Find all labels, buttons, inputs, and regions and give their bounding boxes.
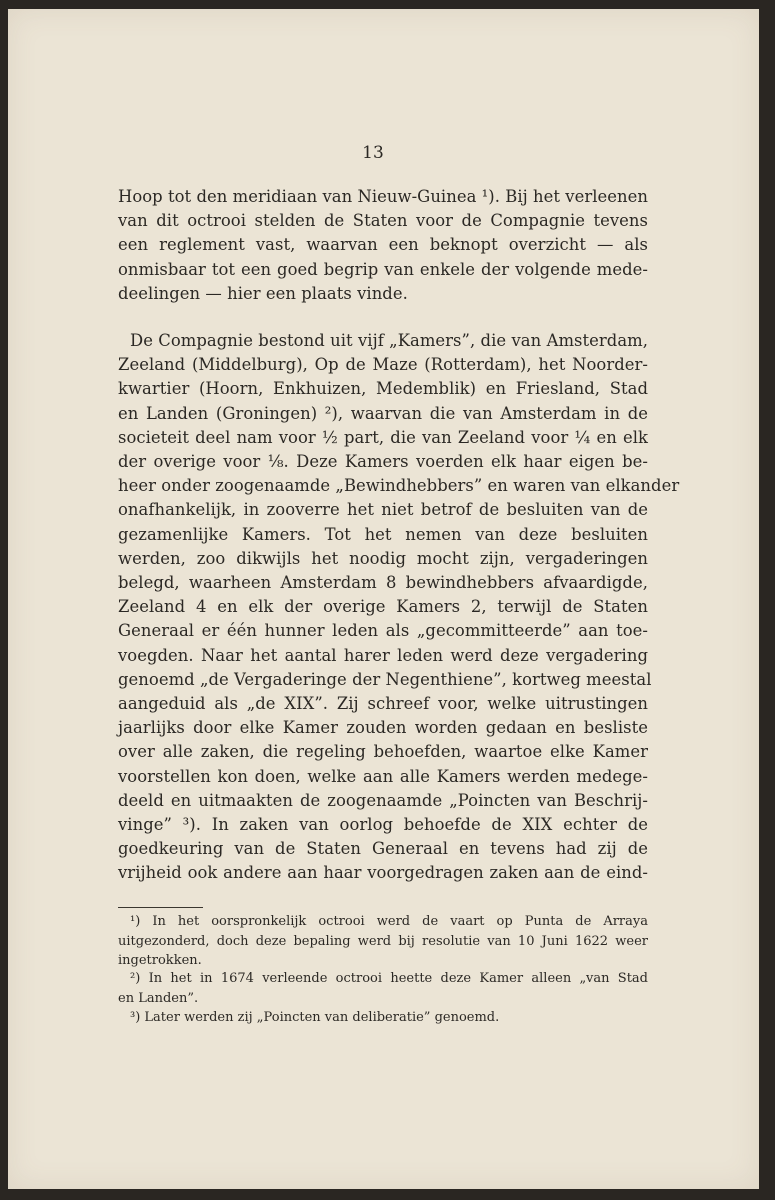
text-line: belegd, waarheen Amsterdam 8 bewindhebbers afvaardigde, xyxy=(118,573,648,593)
text-line: voegden. Naar het aantal harer leden werd deze vergadering xyxy=(118,645,648,665)
footnote-line: ²) In het in 1674 verleende octrooi heette deze Kamer alleen „van Stad xyxy=(130,971,648,986)
text-line: deeld en uitmaakten de zoogenaamde „Poincten van Beschrij- xyxy=(118,790,648,810)
text-line: der overige voor ⅛. Deze Kamers voerden elk haar eigen be- xyxy=(118,452,648,472)
text-line: onmisbaar tot een goed begrip van enkele der volgende mede- xyxy=(118,259,648,279)
footnote-line: ¹) In het oorspronkelijk octrooi werd de vaart op Punta de Arraya xyxy=(130,914,648,929)
text-line: een reglement vast, waarvan een beknopt overzicht — als xyxy=(118,235,648,255)
text-line: Zeeland (Middelburg), Op de Maze (Rotterdam), het Noorder- xyxy=(118,355,648,375)
text-line: goedkeuring van de Staten Generaal en tevens had zij de xyxy=(118,839,648,859)
text-line: vinge” ³). In zaken van oorlog behoefde de XIX echter de xyxy=(118,815,648,835)
text-line: aangeduid als „de XIX”. Zij schreef voor, welke uitrustingen xyxy=(118,694,648,714)
text-line: voorstellen kon doen, welke aan alle Kamers werden medege- xyxy=(118,766,648,786)
text-line: onafhankelijk, in zooverre het niet betrof de besluiten van de xyxy=(118,500,648,520)
text-line: genoemd „de Vergaderinge der Negenthiene”, kortweg meestal xyxy=(118,669,652,689)
text-line: gezamenlijke Kamers. Tot het nemen van deze besluiten xyxy=(118,524,648,544)
text-line: Zeeland 4 en elk der overige Kamers 2, terwijl de Staten xyxy=(118,597,648,617)
text-line: Hoop tot den meridiaan van Nieuw-Guinea ¹). Bij het verleenen xyxy=(118,187,648,206)
text-line: van dit octrooi stelden de Staten voor de Compagnie tevens xyxy=(118,211,648,231)
footnote-line: ³) Later werden zij „Poincten van deliberatie” genoemd. xyxy=(130,1010,500,1025)
footnote-line: en Landen”. xyxy=(118,990,199,1006)
paragraph-2 xyxy=(118,329,680,886)
book-page xyxy=(8,9,759,1189)
text-line: vrijheid ook andere aan haar voorgedragen zaken aan de eind- xyxy=(118,863,648,883)
text-line: societeit deel nam voor ½ part, die van Zeeland voor ¼ en elk xyxy=(118,427,648,447)
text-line: kwartier (Hoorn, Enkhuizen, Medemblik) en Friesland, Stad xyxy=(118,379,648,399)
footnote-2 xyxy=(118,969,648,1008)
text-line: over alle zaken, die regeling behoefden, waartoe elke Kamer xyxy=(118,742,648,762)
page-number: 13 xyxy=(362,143,384,163)
footnote-line: uitgezonderd, doch deze bepaling werd bij resolutie van 10 Juni 1622 weer xyxy=(118,933,648,949)
paragraph-1 xyxy=(118,185,648,306)
text-line: en Landen (Groningen) ²), waarvan die van Amsterdam in de xyxy=(118,403,648,423)
footnote-3 xyxy=(118,1008,648,1028)
footnote-1 xyxy=(118,912,648,971)
text-line: werden, zoo dikwijls het noodig mocht zijn, vergaderingen xyxy=(118,548,648,568)
text-line: Generaal er één hunner leden als „gecommitteerde” aan toe- xyxy=(118,621,648,641)
text-line: deelingen — hier een plaats vinde. xyxy=(118,283,408,303)
text-line: heer onder zoogenaamde „Bewindhebbers” en waren van elkander xyxy=(118,476,680,496)
text-line: jaarlijks door elke Kamer zouden worden gedaan en besliste xyxy=(118,718,648,738)
footnote-divider xyxy=(118,907,203,908)
text-line: De Compagnie bestond uit vijf „Kamers”, die van Amsterdam, xyxy=(130,331,648,350)
footnote-line: ingetrokken. xyxy=(118,953,202,968)
